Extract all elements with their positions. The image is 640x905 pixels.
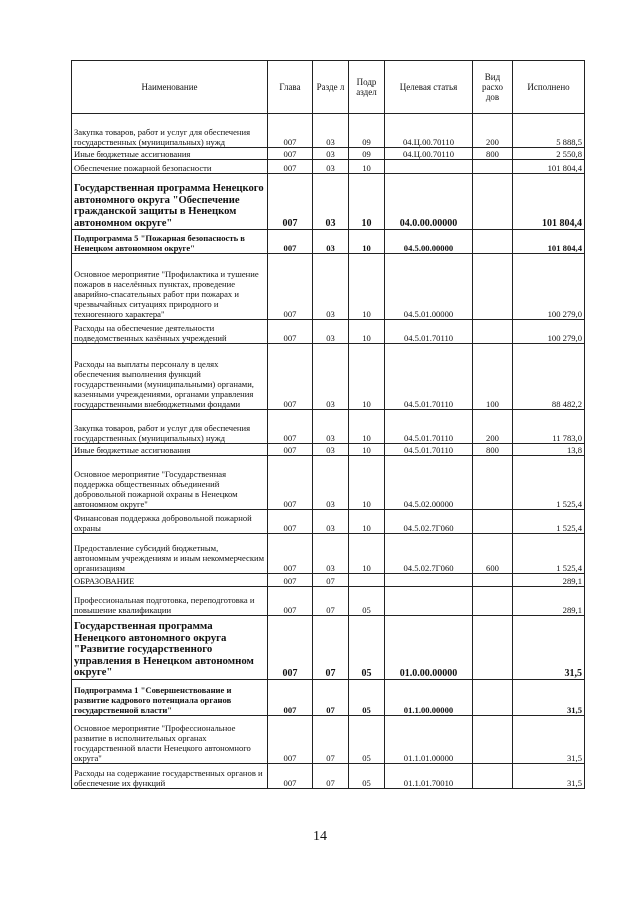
row-chapter: 007 [268,230,313,254]
row-executed: 31,5 [513,680,585,716]
row-target [385,160,473,174]
row-chapter: 007 [268,254,313,320]
row-target [385,587,473,616]
row-target: 01.1.01.70010 [385,764,473,789]
row-name: Государственная программа Ненецкого автономного округа "Развитие государственного управления в Ненецком автономном округе" [72,616,268,680]
row-section: 03 [313,344,349,410]
row-executed: 1 525,4 [513,456,585,510]
header-target: Целевая статья [385,61,473,114]
row-executed: 289,1 [513,574,585,587]
row-subsection: 10 [349,230,385,254]
row-target: 04.5.01.70110 [385,410,473,444]
table-row [72,174,585,230]
table-row [72,574,585,587]
row-expense [473,764,513,789]
row-subsection: 10 [349,534,385,574]
row-name: Профессиональная подготовка, переподготовка и повышение квалификации [72,587,268,616]
row-name: Расходы на содержание государственных органов и обеспечение их функций [72,764,268,789]
row-name: Основное мероприятие "Государственная поддержка общественных объединений добровольной пожарной охраны в Ненецком автономном округе" [72,456,268,510]
page-number: 14 [313,829,327,844]
row-target [385,574,473,587]
row-target: 04.5.01.70110 [385,444,473,456]
row-subsection: 10 [349,160,385,174]
table-row [72,230,585,254]
row-executed: 101 804,4 [513,174,585,230]
row-expense [473,716,513,764]
row-target: 04.Ц.00.70110 [385,114,473,148]
row-chapter: 007 [268,534,313,574]
header-expense: Вид расхо дов [473,61,513,114]
row-target: 04.5.02.00000 [385,456,473,510]
row-subsection: 05 [349,764,385,789]
row-name: Государственная программа Ненецкого автономного округа "Обеспечение гражданской защиты в Ненецком автономном округе" [72,174,268,230]
row-chapter: 007 [268,344,313,410]
row-section: 07 [313,764,349,789]
row-subsection: 05 [349,616,385,680]
row-subsection: 05 [349,680,385,716]
row-name: Основное мероприятие "Профилактика и тушение пожаров в населённых пунктах, проведение аварийно-спасательных работ при пожарах и чрезвычайных ситуациях природного и техногенного характера" [72,254,268,320]
row-section: 03 [313,510,349,534]
row-section: 03 [313,444,349,456]
table-row [72,254,585,320]
row-expense [473,320,513,344]
row-section: 07 [313,616,349,680]
table-row [72,320,585,344]
row-subsection: 05 [349,716,385,764]
row-chapter: 007 [268,764,313,789]
table-row [72,764,585,789]
row-subsection: 09 [349,114,385,148]
row-section: 03 [313,174,349,230]
row-section: 07 [313,574,349,587]
row-subsection: 10 [349,344,385,410]
row-executed: 11 783,0 [513,410,585,444]
row-target: 04.5.01.70110 [385,320,473,344]
row-executed: 100 279,0 [513,254,585,320]
row-section: 03 [313,230,349,254]
row-chapter: 007 [268,148,313,160]
row-expense [473,174,513,230]
row-section: 03 [313,160,349,174]
table-row [72,114,585,148]
row-subsection: 10 [349,444,385,456]
row-chapter: 007 [268,587,313,616]
row-executed: 1 525,4 [513,510,585,534]
row-subsection: 10 [349,254,385,320]
row-executed: 5 888,5 [513,114,585,148]
row-name: Расходы на обеспечение деятельности подведомственных казённых учреждений [72,320,268,344]
row-section: 03 [313,148,349,160]
row-section: 03 [313,410,349,444]
row-target: 04.5.01.70110 [385,344,473,410]
row-name: Обеспечение пожарной безопасности [72,160,268,174]
row-expense: 800 [473,444,513,456]
row-executed: 88 482,2 [513,344,585,410]
table-row [72,148,585,160]
row-chapter: 007 [268,410,313,444]
row-expense [473,587,513,616]
table-row [72,160,585,174]
row-name: Расходы на выплаты персоналу в целях обеспечения выполнения функций государственными (муниципальными) органами, казенными учреждениями, органами управления государственными внебюджетными фондами [72,344,268,410]
row-executed: 100 279,0 [513,320,585,344]
row-target: 04.5.01.00000 [385,254,473,320]
row-name: Иные бюджетные ассигнования [72,148,268,160]
row-chapter: 007 [268,680,313,716]
row-expense [473,254,513,320]
row-expense [473,510,513,534]
row-chapter: 007 [268,616,313,680]
row-section: 03 [313,456,349,510]
row-section: 03 [313,114,349,148]
table-row [72,456,585,510]
row-expense [473,680,513,716]
row-section: 03 [313,320,349,344]
table-row [72,344,585,410]
row-executed: 31,5 [513,764,585,789]
row-name: Закупка товаров, работ и услуг для обеспечения государственных (муниципальных) нужд [72,114,268,148]
row-section: 07 [313,716,349,764]
row-target: 04.5.00.00000 [385,230,473,254]
row-expense: 200 [473,114,513,148]
row-name: Закупка товаров, работ и услуг для обеспечения государственных (муниципальных) нужд [72,410,268,444]
table-row [72,587,585,616]
table-row [72,680,585,716]
header-subsection: Подр аздел [349,61,385,114]
row-expense [473,456,513,510]
row-executed: 1 525,4 [513,534,585,574]
row-section: 03 [313,534,349,574]
row-chapter: 007 [268,114,313,148]
row-target: 04.Ц.00.70110 [385,148,473,160]
row-name: Финансовая поддержка добровольной пожарной охраны [72,510,268,534]
row-executed: 31,5 [513,716,585,764]
row-chapter: 007 [268,160,313,174]
header-row [72,61,585,114]
row-expense: 800 [473,148,513,160]
row-chapter: 007 [268,574,313,587]
row-expense [473,160,513,174]
header-executed: Исполнено [513,61,585,114]
row-chapter: 007 [268,456,313,510]
row-target: 01.0.00.00000 [385,616,473,680]
row-section: 03 [313,254,349,320]
row-executed: 13,8 [513,444,585,456]
row-expense: 600 [473,534,513,574]
row-target: 04.5.02.7Г060 [385,510,473,534]
table-row [72,444,585,456]
row-chapter: 007 [268,510,313,534]
row-name: Предоставление субсидий бюджетным, автономным учреждениям и иным некоммерческим организациям [72,534,268,574]
table-row [72,616,585,680]
row-expense: 100 [473,344,513,410]
row-section: 07 [313,587,349,616]
row-name: Подпрограмма 1 "Совершенствование и развитие кадрового потенциала органов государственной власти" [72,680,268,716]
row-executed: 101 804,4 [513,160,585,174]
table-row [72,410,585,444]
row-expense [473,616,513,680]
row-executed: 31,5 [513,616,585,680]
row-expense [473,574,513,587]
row-name: Основное мероприятие "Профессиональное развитие в исполнительных органах государственной власти Ненецкого автономного округа" [72,716,268,764]
row-subsection [349,574,385,587]
row-subsection: 10 [349,456,385,510]
row-expense [473,230,513,254]
row-executed: 101 804,4 [513,230,585,254]
header-section: Разде л [313,61,349,114]
row-chapter: 007 [268,716,313,764]
row-target: 04.5.02.7Г060 [385,534,473,574]
row-subsection: 09 [349,148,385,160]
row-target: 01.1.00.00000 [385,680,473,716]
row-chapter: 007 [268,174,313,230]
row-subsection: 10 [349,410,385,444]
row-subsection: 10 [349,320,385,344]
row-subsection: 10 [349,174,385,230]
row-chapter: 007 [268,444,313,456]
row-subsection: 05 [349,587,385,616]
row-executed: 2 550,8 [513,148,585,160]
table-row [72,510,585,534]
row-name: ОБРАЗОВАНИЕ [72,574,268,587]
budget-table [71,60,585,789]
header-chapter: Глава [268,61,313,114]
row-target: 01.1.01.00000 [385,716,473,764]
row-name: Подпрограмма 5 "Пожарная безопасность в Ненецком автономном округе" [72,230,268,254]
row-subsection: 10 [349,510,385,534]
table-row [72,716,585,764]
row-target: 04.0.00.00000 [385,174,473,230]
table-row [72,534,585,574]
row-expense: 200 [473,410,513,444]
row-chapter: 007 [268,320,313,344]
header-name: Наименование [72,61,268,114]
row-section: 07 [313,680,349,716]
row-executed: 289,1 [513,587,585,616]
row-name: Иные бюджетные ассигнования [72,444,268,456]
